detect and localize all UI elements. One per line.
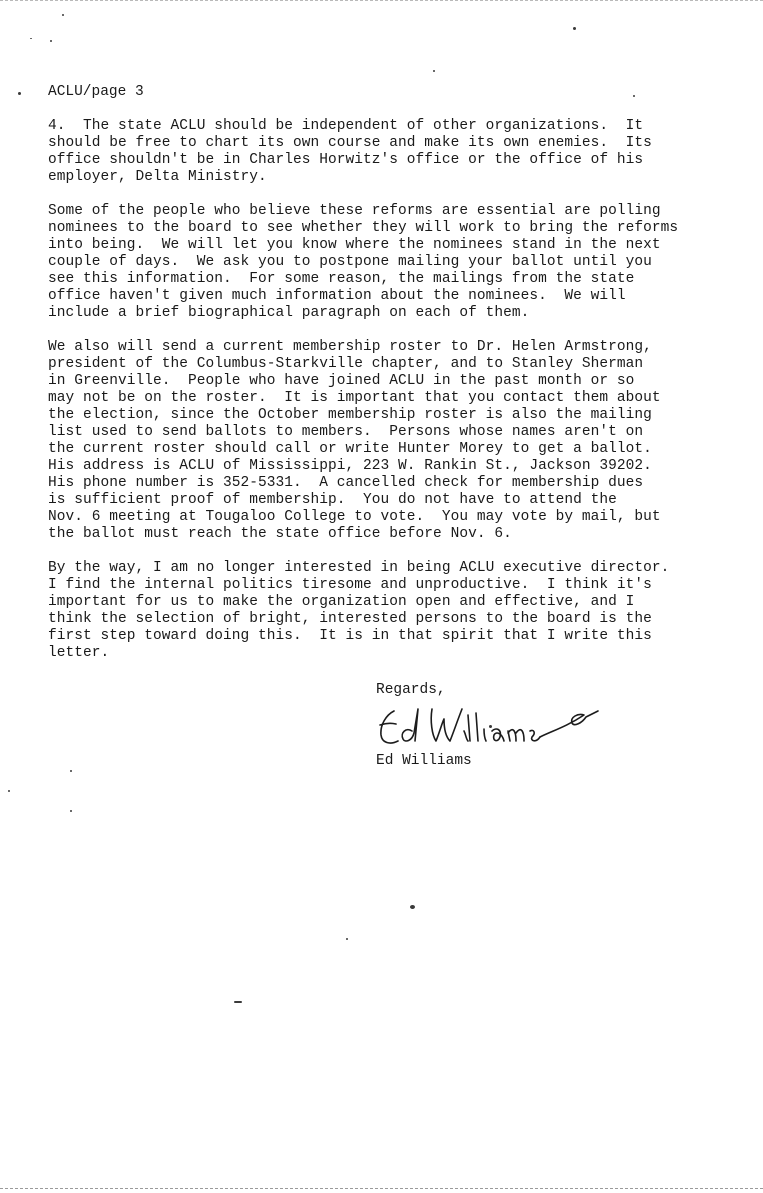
text-line: is sufficient proof of membership. You do not have to attend the	[48, 492, 617, 508]
text-line: important for us to make the organization open and effective, and I	[48, 594, 635, 610]
text-line: office haven't given much information about the nominees. We will	[48, 288, 626, 304]
text-line: think the selection of bright, interested persons to the board is the	[48, 611, 652, 627]
scan-speck	[489, 725, 492, 728]
scan-speck	[70, 810, 72, 812]
text-line: in Greenville. People who have joined ACLU in the past month or so	[48, 373, 635, 389]
text-line: nominees to the board to see whether they will work to bring the reforms	[48, 220, 679, 236]
bottom-scan-edge	[0, 1188, 763, 1189]
text-line: By the way, I am no longer interested in being ACLU executive director.	[48, 560, 670, 576]
paragraph-nominees	[48, 203, 708, 322]
text-line: Nov. 6 meeting at Tougaloo College to vote. You may vote by mail, but	[48, 509, 661, 525]
scan-speck	[30, 38, 32, 39]
paragraph-roster	[48, 339, 708, 543]
top-scan-edge	[0, 0, 763, 1]
text-line: into being. We will let you know where the nominees stand in the next	[48, 237, 661, 253]
typed-signature-name: Ed Williams	[376, 753, 472, 769]
scan-speck	[346, 938, 348, 940]
scan-speck	[70, 770, 72, 772]
text-line: employer, Delta Ministry.	[48, 169, 267, 185]
text-line: include a brief biographical paragraph on each of them.	[48, 305, 530, 321]
letter-body	[48, 84, 708, 679]
text-line: couple of days. We ask you to postpone mailing your ballot until you	[48, 254, 652, 270]
scan-speck	[8, 790, 10, 792]
paragraph-closing-remarks	[48, 560, 708, 662]
closing-salutation: Regards,	[376, 682, 446, 698]
text-line: list used to send ballots to members. Persons whose names aren't on	[48, 424, 644, 440]
scan-speck	[573, 27, 576, 30]
page-header: ACLU/page 3	[48, 84, 144, 100]
text-line: 4. The state ACLU should be independent of other organizations. It	[48, 118, 644, 134]
scan-speck	[18, 92, 21, 95]
text-line: His phone number is 352-5331. A cancelled check for membership dues	[48, 475, 644, 491]
text-line: first step toward doing this. It is in that spirit that I write this	[48, 628, 652, 644]
text-line: the election, since the October membership roster is also the mailing	[48, 407, 652, 423]
text-line: the current roster should call or write Hunter Morey to get a ballot.	[48, 441, 652, 457]
text-line: I find the internal politics tiresome and unproductive. I think it's	[48, 577, 652, 593]
text-line: the ballot must reach the state office before Nov. 6.	[48, 526, 512, 542]
scan-speck	[62, 14, 64, 16]
closing-block	[376, 682, 616, 770]
text-line: His address is ACLU of Mississippi, 223 W. Rankin St., Jackson 39202.	[48, 458, 652, 474]
text-line: letter.	[48, 645, 110, 661]
text-line: should be free to chart its own course and make its own enemies. Its	[48, 135, 652, 151]
text-line: Some of the people who believe these reforms are essential are polling	[48, 203, 661, 219]
text-line: see this information. For some reason, the mailings from the state	[48, 271, 635, 287]
text-line: president of the Columbus-Starkville chapter, and to Stanley Sherman	[48, 356, 644, 372]
scan-speck	[433, 70, 435, 72]
text-line: office shouldn't be in Charles Horwitz's office or the office of his	[48, 152, 644, 168]
text-line: may not be on the roster. It is important that you contact them about	[48, 390, 661, 406]
scan-speck	[410, 905, 415, 909]
scan-speck	[50, 40, 52, 42]
paragraph-independence	[48, 118, 708, 186]
scan-speck	[633, 95, 635, 97]
text-line: We also will send a current membership roster to Dr. Helen Armstrong,	[48, 339, 652, 355]
handwritten-signature	[372, 701, 602, 751]
scan-speck	[234, 1001, 242, 1003]
